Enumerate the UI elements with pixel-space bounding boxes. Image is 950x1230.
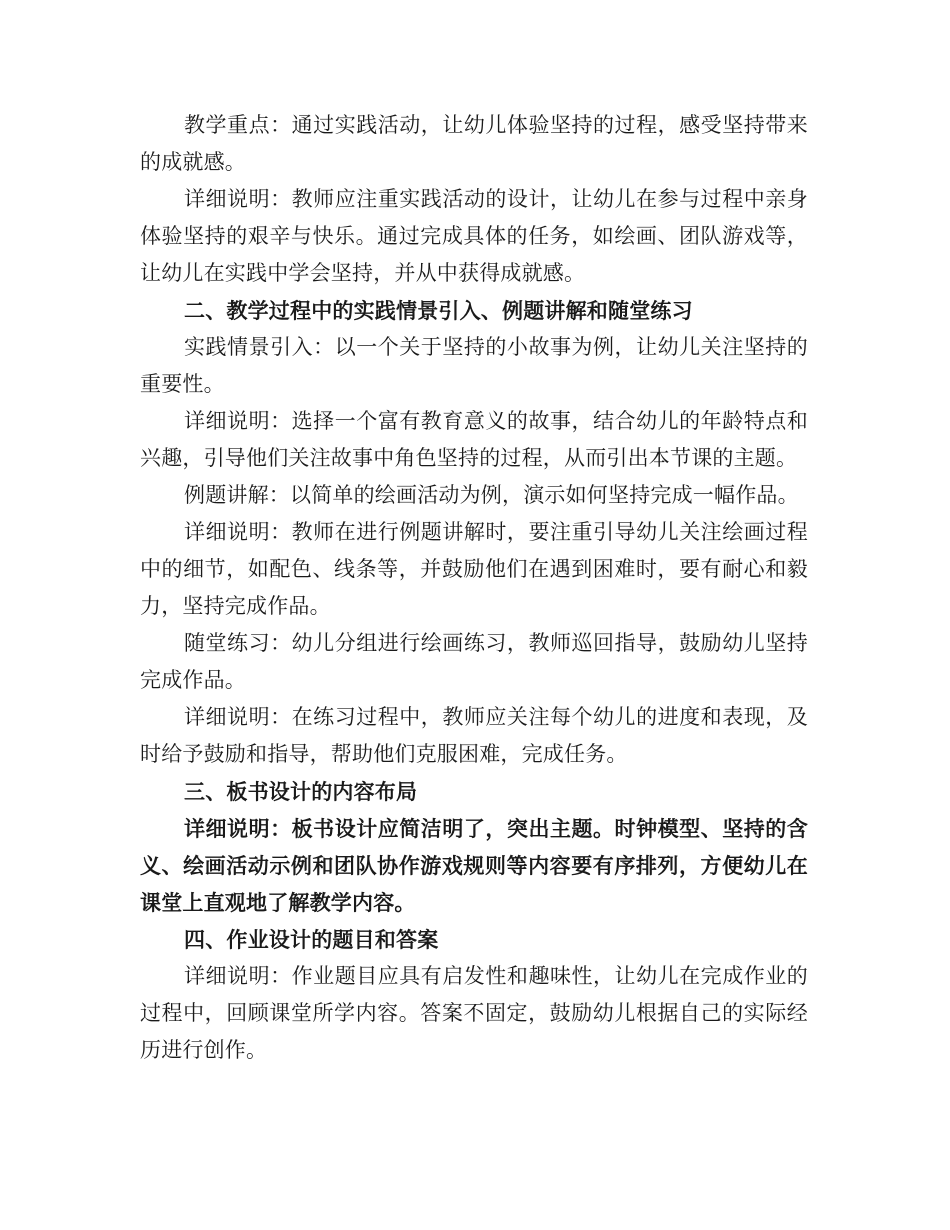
paragraph-scenario-intro: 实践情景引入：以一个关于坚持的小故事为例，让幼儿关注坚持的重要性。 [140, 335, 808, 396]
paragraph-example-explanation: 例题讲解：以简单的绘画活动为例，演示如何坚持完成一幅作品。 [184, 483, 799, 507]
section-heading-4: 四、作业设计的题目和答案 [184, 927, 439, 952]
paragraph-detail-exercise: 详细说明：在练习过程中，教师应关注每个幼儿的进度和表现，及时给予鼓励和指导，帮助他们克服困难，完成任务。 [140, 705, 808, 766]
paragraph-teaching-focus: 教学重点：通过实践活动，让幼儿体验坚持的过程，感受坚持带来的成就感。 [140, 113, 808, 174]
section-heading-2: 二、教学过程中的实践情景引入、例题讲解和随堂练习 [184, 298, 693, 323]
paragraph-detail-practice: 详细说明：教师应注重实践活动的设计，让幼儿在参与过程中亲身体验坚持的艰辛与快乐。通过完成具体的任务，如绘画、团队游戏等，让幼儿在实践中学会坚持，并从中获得成就感。 [140, 187, 808, 285]
document-body [140, 107, 808, 1069]
paragraph-detail-blackboard: 详细说明：板书设计应简洁明了，突出主题。时钟模型、坚持的含义、绘画活动示例和团队协作游戏规则等内容要有序排列，方便幼儿在课堂上直观地了解教学内容。 [140, 816, 808, 915]
paragraph-classroom-exercise: 随堂练习：幼儿分组进行绘画练习，教师巡回指导，鼓励幼儿坚持完成作品。 [140, 631, 808, 692]
section-heading-3: 三、板书设计的内容布局 [184, 779, 418, 804]
paragraph-detail-homework: 详细说明：作业题目应具有启发性和趣味性，让幼儿在完成作业的过程中，回顾课堂所学内容。答案不固定，鼓励幼儿根据自己的实际经历进行创作。 [140, 964, 808, 1062]
paragraph-detail-story: 详细说明：选择一个富有教育意义的故事，结合幼儿的年龄特点和兴趣，引导他们关注故事中角色坚持的过程，从而引出本节课的主题。 [140, 409, 808, 470]
paragraph-detail-example: 详细说明：教师在进行例题讲解时，要注重引导幼儿关注绘画过程中的细节，如配色、线条等，并鼓励他们在遇到困难时，要有耐心和毅力，坚持完成作品。 [140, 520, 808, 618]
